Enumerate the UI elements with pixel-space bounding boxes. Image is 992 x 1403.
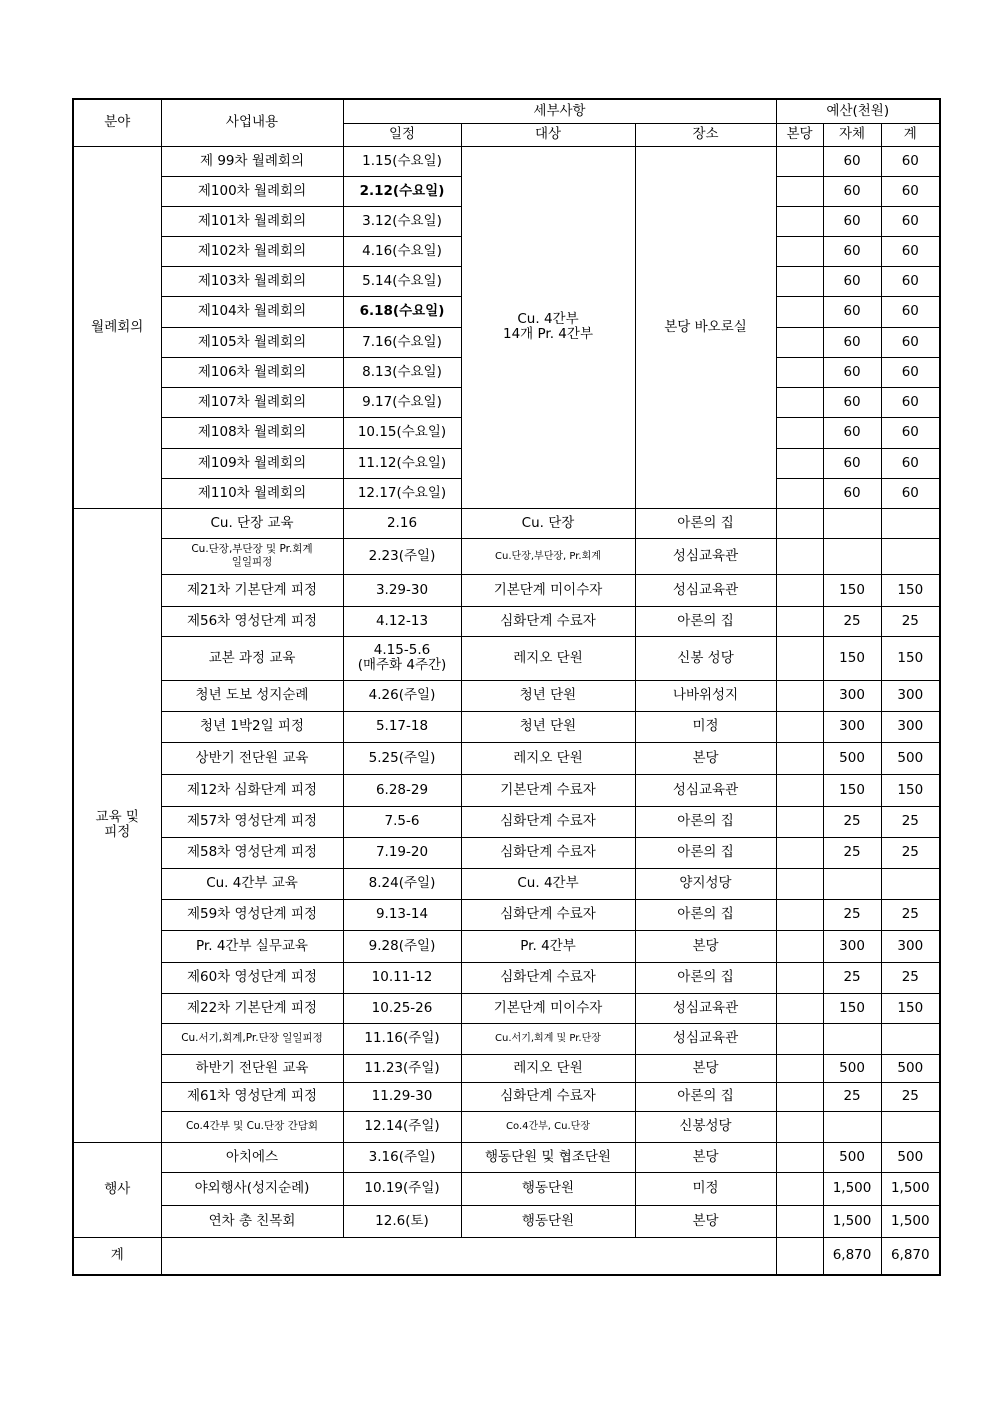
bondang-cell bbox=[776, 448, 823, 478]
sum-row bbox=[73, 1237, 940, 1275]
target-cell: 청년 단원 bbox=[461, 680, 635, 711]
total-cell: 500 bbox=[881, 742, 940, 774]
header-date: 일정 bbox=[343, 123, 461, 146]
content-cell bbox=[161, 538, 343, 574]
date-cell: 5.25(주일) bbox=[343, 742, 461, 774]
table-row bbox=[73, 680, 940, 711]
table-row bbox=[73, 574, 940, 606]
field-education-line1: 교육 및 bbox=[95, 809, 139, 825]
place-cell: 아론의 집 bbox=[635, 899, 776, 930]
total-cell: 60 bbox=[881, 266, 940, 296]
content-cell: 제109차 월례회의 bbox=[161, 448, 343, 478]
bondang-cell bbox=[776, 327, 823, 357]
content-cell: 연차 총 친목회 bbox=[161, 1205, 343, 1237]
self-cell: 60 bbox=[823, 146, 881, 176]
self-cell: 1,500 bbox=[823, 1172, 881, 1205]
bondang-cell bbox=[776, 1082, 823, 1111]
sum-blank bbox=[161, 1237, 776, 1275]
bondang-cell bbox=[776, 508, 823, 538]
table-row bbox=[73, 606, 940, 636]
table-row bbox=[73, 1142, 940, 1172]
date-cell: 3.16(주일) bbox=[343, 1142, 461, 1172]
target-cell: 기본단계 미이수자 bbox=[461, 993, 635, 1023]
date-cell: 4.12-13 bbox=[343, 606, 461, 636]
bondang-cell bbox=[776, 1205, 823, 1237]
date-cell: 2.23(주일) bbox=[343, 538, 461, 574]
target-cell: Co.4간부, Cu.단장 bbox=[461, 1111, 635, 1142]
date-cell: 10.19(주일) bbox=[343, 1172, 461, 1205]
bondang-cell bbox=[776, 146, 823, 176]
self-cell bbox=[823, 538, 881, 574]
place-cell: 아론의 집 bbox=[635, 606, 776, 636]
total-cell bbox=[881, 1023, 940, 1054]
table-row bbox=[73, 930, 940, 962]
total-cell: 60 bbox=[881, 357, 940, 387]
total-cell: 300 bbox=[881, 711, 940, 742]
total-cell: 1,500 bbox=[881, 1172, 940, 1205]
date-cell: 11.16(주일) bbox=[343, 1023, 461, 1054]
sum-label: 계 bbox=[73, 1237, 161, 1275]
target-cell: 심화단계 수료자 bbox=[461, 1082, 635, 1111]
total-cell: 60 bbox=[881, 176, 940, 206]
self-cell bbox=[823, 868, 881, 899]
target-cell: 심화단계 수료자 bbox=[461, 837, 635, 868]
total-cell: 25 bbox=[881, 606, 940, 636]
self-cell: 500 bbox=[823, 742, 881, 774]
total-cell: 60 bbox=[881, 417, 940, 448]
total-cell: 60 bbox=[881, 387, 940, 417]
bondang-cell bbox=[776, 1111, 823, 1142]
content-cell: 제107차 월례회의 bbox=[161, 387, 343, 417]
date-cell: 12.6(토) bbox=[343, 1205, 461, 1237]
total-cell: 500 bbox=[881, 1054, 940, 1082]
target-cell: Cu.서기,회계 및 Pr.단장 bbox=[461, 1023, 635, 1054]
target-cell: 기본단계 수료자 bbox=[461, 774, 635, 806]
date-cell: 12.17(수요일) bbox=[343, 478, 461, 508]
content-cell: 제102차 월례회의 bbox=[161, 236, 343, 266]
place-cell: 성심교육관 bbox=[635, 774, 776, 806]
table-row bbox=[73, 774, 940, 806]
total-cell: 60 bbox=[881, 146, 940, 176]
date-cell: 2.12(수요일) bbox=[343, 176, 461, 206]
bondang-cell bbox=[776, 993, 823, 1023]
place-cell: 아론의 집 bbox=[635, 962, 776, 993]
self-cell: 25 bbox=[823, 962, 881, 993]
self-cell: 500 bbox=[823, 1142, 881, 1172]
content-cell: 제104차 월례회의 bbox=[161, 296, 343, 327]
date-cell: 7.16(수요일) bbox=[343, 327, 461, 357]
place-cell: 본당 bbox=[635, 930, 776, 962]
events-section bbox=[73, 1142, 940, 1237]
bondang-cell bbox=[776, 1172, 823, 1205]
content-cell: 제100차 월례회의 bbox=[161, 176, 343, 206]
content-cell: Cu. 단장 교육 bbox=[161, 508, 343, 538]
table-row bbox=[73, 1054, 940, 1082]
self-cell: 60 bbox=[823, 296, 881, 327]
self-cell bbox=[823, 1023, 881, 1054]
content-cell: 야외행사(성지순례) bbox=[161, 1172, 343, 1205]
total-cell: 60 bbox=[881, 448, 940, 478]
target-cell: Cu. 단장 bbox=[461, 508, 635, 538]
bondang-cell bbox=[776, 296, 823, 327]
target-cell: 행동단원 및 협조단원 bbox=[461, 1142, 635, 1172]
total-cell: 500 bbox=[881, 1142, 940, 1172]
bondang-cell bbox=[776, 899, 823, 930]
bondang-cell bbox=[776, 1142, 823, 1172]
self-cell: 25 bbox=[823, 837, 881, 868]
date-cell: 11.23(주일) bbox=[343, 1054, 461, 1082]
self-cell: 25 bbox=[823, 1082, 881, 1111]
target-cell: Cu.단장,부단장, Pr.회계 bbox=[461, 538, 635, 574]
table-row bbox=[73, 837, 940, 868]
total-cell: 150 bbox=[881, 993, 940, 1023]
bondang-cell bbox=[776, 930, 823, 962]
self-cell: 300 bbox=[823, 711, 881, 742]
target-cell: 레지오 단원 bbox=[461, 742, 635, 774]
content-cell: 제106차 월례회의 bbox=[161, 357, 343, 387]
self-cell: 25 bbox=[823, 806, 881, 837]
place-cell: 미정 bbox=[635, 1172, 776, 1205]
target-cell: Cu. 4간부 bbox=[461, 868, 635, 899]
content-cell: 하반기 전단원 교육 bbox=[161, 1054, 343, 1082]
target-cell: 레지오 단원 bbox=[461, 1054, 635, 1082]
date-cell: 9.13-14 bbox=[343, 899, 461, 930]
target-cell: 행동단원 bbox=[461, 1205, 635, 1237]
table-row bbox=[73, 806, 940, 837]
total-cell: 60 bbox=[881, 296, 940, 327]
self-cell: 60 bbox=[823, 266, 881, 296]
total-cell: 60 bbox=[881, 236, 940, 266]
total-cell: 60 bbox=[881, 327, 940, 357]
content-cell: 제61차 영성단계 피정 bbox=[161, 1082, 343, 1111]
bondang-cell bbox=[776, 837, 823, 868]
self-cell: 150 bbox=[823, 636, 881, 680]
date-cell: 3.12(수요일) bbox=[343, 206, 461, 236]
content-cell: 제60차 영성단계 피정 bbox=[161, 962, 343, 993]
bondang-cell bbox=[776, 774, 823, 806]
bondang-cell bbox=[776, 806, 823, 837]
date-cell: 6.28-29 bbox=[343, 774, 461, 806]
date-cell: 5.14(수요일) bbox=[343, 266, 461, 296]
bondang-cell bbox=[776, 711, 823, 742]
bondang-cell bbox=[776, 680, 823, 711]
bondang-cell bbox=[776, 236, 823, 266]
total-cell bbox=[881, 1111, 940, 1142]
monthly-place: 본당 바오로실 bbox=[635, 146, 776, 508]
target-cell: 심화단계 수료자 bbox=[461, 806, 635, 837]
self-cell: 60 bbox=[823, 387, 881, 417]
date-cell: 10.25-26 bbox=[343, 993, 461, 1023]
self-cell: 500 bbox=[823, 1054, 881, 1082]
content-cell-line1: Cu.단장,부단장 및 Pr.회계 bbox=[191, 543, 313, 555]
target-cell: 기본단계 미이수자 bbox=[461, 574, 635, 606]
date-cell bbox=[343, 636, 461, 680]
place-cell: 성심교육관 bbox=[635, 574, 776, 606]
content-cell: 제59차 영성단계 피정 bbox=[161, 899, 343, 930]
total-cell: 25 bbox=[881, 837, 940, 868]
date-cell: 5.17-18 bbox=[343, 711, 461, 742]
date-cell: 11.12(수요일) bbox=[343, 448, 461, 478]
table-row bbox=[73, 1205, 940, 1237]
content-cell: 아치에스 bbox=[161, 1142, 343, 1172]
total-cell: 60 bbox=[881, 478, 940, 508]
table-row bbox=[73, 1111, 940, 1142]
place-cell: 성심교육관 bbox=[635, 538, 776, 574]
table-row bbox=[73, 146, 940, 176]
date-cell: 9.28(주일) bbox=[343, 930, 461, 962]
place-cell: 성심교육관 bbox=[635, 993, 776, 1023]
total-cell: 150 bbox=[881, 574, 940, 606]
date-cell: 4.26(주일) bbox=[343, 680, 461, 711]
bondang-cell bbox=[776, 636, 823, 680]
self-cell: 60 bbox=[823, 236, 881, 266]
header-field: 분야 bbox=[73, 99, 161, 146]
self-cell: 150 bbox=[823, 993, 881, 1023]
bondang-cell bbox=[776, 387, 823, 417]
target-cell: 행동단원 bbox=[461, 1172, 635, 1205]
target-cell: Pr. 4간부 bbox=[461, 930, 635, 962]
place-cell: 본당 bbox=[635, 1142, 776, 1172]
self-cell: 60 bbox=[823, 448, 881, 478]
table-row bbox=[73, 868, 940, 899]
content-cell: 제21차 기본단계 피정 bbox=[161, 574, 343, 606]
self-cell: 150 bbox=[823, 574, 881, 606]
content-cell: Pr. 4간부 실무교육 bbox=[161, 930, 343, 962]
self-cell: 25 bbox=[823, 606, 881, 636]
place-cell: 아론의 집 bbox=[635, 508, 776, 538]
bondang-cell bbox=[776, 868, 823, 899]
target-cell: 심화단계 수료자 bbox=[461, 899, 635, 930]
date-cell: 9.17(수요일) bbox=[343, 387, 461, 417]
table-row bbox=[73, 1023, 940, 1054]
total-cell bbox=[881, 538, 940, 574]
total-cell: 300 bbox=[881, 930, 940, 962]
header-details: 세부사항 bbox=[343, 99, 776, 123]
content-cell-line2: 일일피정 bbox=[231, 556, 273, 568]
total-cell: 150 bbox=[881, 636, 940, 680]
self-cell bbox=[823, 1111, 881, 1142]
monthly-target-line2: 14개 Pr. 4간부 bbox=[503, 326, 593, 342]
field-monthly: 월례회의 bbox=[73, 146, 161, 508]
monthly-target bbox=[461, 146, 635, 508]
date-cell: 6.18(수요일) bbox=[343, 296, 461, 327]
date-cell: 8.13(수요일) bbox=[343, 357, 461, 387]
header-self: 자체 bbox=[823, 123, 881, 146]
header-total: 계 bbox=[881, 123, 940, 146]
content-cell: Co.4간부 및 Cu.단장 간담회 bbox=[161, 1111, 343, 1142]
date-cell-line1: 4.15-5.6 bbox=[373, 642, 431, 658]
content-cell: 제56차 영성단계 피정 bbox=[161, 606, 343, 636]
content-cell: 청년 1박2일 피정 bbox=[161, 711, 343, 742]
self-cell: 25 bbox=[823, 899, 881, 930]
header-budget: 예산(천원) bbox=[776, 99, 940, 123]
self-cell: 300 bbox=[823, 680, 881, 711]
place-cell: 본당 bbox=[635, 742, 776, 774]
table-row bbox=[73, 711, 940, 742]
content-cell: 제103차 월례회의 bbox=[161, 266, 343, 296]
date-cell-line2: (매주화 4주간) bbox=[357, 657, 447, 673]
annual-plan-table bbox=[72, 98, 941, 1276]
monthly-section bbox=[73, 146, 940, 508]
date-cell: 10.11-12 bbox=[343, 962, 461, 993]
self-cell: 60 bbox=[823, 357, 881, 387]
bondang-cell bbox=[776, 1054, 823, 1082]
date-cell: 3.29-30 bbox=[343, 574, 461, 606]
field-events: 행사 bbox=[73, 1142, 161, 1237]
content-cell: 제12차 심화단계 피정 bbox=[161, 774, 343, 806]
header-row-1 bbox=[73, 99, 940, 123]
target-cell: 심화단계 수료자 bbox=[461, 962, 635, 993]
header-target: 대상 bbox=[461, 123, 635, 146]
total-cell: 60 bbox=[881, 206, 940, 236]
table-row bbox=[73, 538, 940, 574]
place-cell: 미정 bbox=[635, 711, 776, 742]
header-content: 사업내용 bbox=[161, 99, 343, 146]
date-cell: 7.5-6 bbox=[343, 806, 461, 837]
bondang-cell bbox=[776, 417, 823, 448]
bondang-cell bbox=[776, 357, 823, 387]
content-cell: 제105차 월례회의 bbox=[161, 327, 343, 357]
self-cell: 60 bbox=[823, 327, 881, 357]
field-education-line2: 피정 bbox=[104, 824, 131, 840]
bondang-cell bbox=[776, 606, 823, 636]
content-cell: 교본 과정 교육 bbox=[161, 636, 343, 680]
self-cell bbox=[823, 508, 881, 538]
bondang-cell bbox=[776, 1023, 823, 1054]
total-cell: 1,500 bbox=[881, 1205, 940, 1237]
total-cell: 25 bbox=[881, 1082, 940, 1111]
target-cell: 심화단계 수료자 bbox=[461, 606, 635, 636]
place-cell: 양지성당 bbox=[635, 868, 776, 899]
content-cell: 제110차 월례회의 bbox=[161, 478, 343, 508]
bondang-cell bbox=[776, 574, 823, 606]
self-cell: 60 bbox=[823, 478, 881, 508]
target-cell: 레지오 단원 bbox=[461, 636, 635, 680]
header-place: 장소 bbox=[635, 123, 776, 146]
bondang-cell bbox=[776, 266, 823, 296]
bondang-cell bbox=[776, 962, 823, 993]
education-section bbox=[73, 508, 940, 1142]
table-row bbox=[73, 1082, 940, 1111]
date-cell: 10.15(수요일) bbox=[343, 417, 461, 448]
content-cell: Cu. 4간부 교육 bbox=[161, 868, 343, 899]
target-cell: 청년 단원 bbox=[461, 711, 635, 742]
place-cell: 아론의 집 bbox=[635, 837, 776, 868]
place-cell: 신봉 성당 bbox=[635, 636, 776, 680]
total-cell: 25 bbox=[881, 899, 940, 930]
content-cell: 제 99차 월례회의 bbox=[161, 146, 343, 176]
total-cell: 300 bbox=[881, 680, 940, 711]
date-cell: 12.14(주일) bbox=[343, 1111, 461, 1142]
self-cell: 1,500 bbox=[823, 1205, 881, 1237]
table-row bbox=[73, 899, 940, 930]
place-cell: 아론의 집 bbox=[635, 806, 776, 837]
content-cell: Cu.서기,회계,Pr.단장 일일피정 bbox=[161, 1023, 343, 1054]
content-cell: 청년 도보 성지순례 bbox=[161, 680, 343, 711]
self-cell: 60 bbox=[823, 206, 881, 236]
place-cell: 성심교육관 bbox=[635, 1023, 776, 1054]
place-cell: 본당 bbox=[635, 1205, 776, 1237]
place-cell: 나바위성지 bbox=[635, 680, 776, 711]
content-cell: 제101차 월례회의 bbox=[161, 206, 343, 236]
table-row bbox=[73, 508, 940, 538]
content-cell: 제22차 기본단계 피정 bbox=[161, 993, 343, 1023]
self-cell: 300 bbox=[823, 930, 881, 962]
total-cell: 25 bbox=[881, 962, 940, 993]
content-cell: 제108차 월례회의 bbox=[161, 417, 343, 448]
bondang-cell bbox=[776, 206, 823, 236]
total-cell bbox=[881, 868, 940, 899]
table-row bbox=[73, 636, 940, 680]
table-row bbox=[73, 993, 940, 1023]
date-cell: 2.16 bbox=[343, 508, 461, 538]
bondang-cell bbox=[776, 742, 823, 774]
bondang-cell bbox=[776, 176, 823, 206]
date-cell: 4.16(수요일) bbox=[343, 236, 461, 266]
total-cell: 25 bbox=[881, 806, 940, 837]
self-cell: 60 bbox=[823, 417, 881, 448]
monthly-target-line1: Cu. 4간부 bbox=[517, 311, 579, 327]
sum-bondang bbox=[776, 1237, 823, 1275]
total-cell: 150 bbox=[881, 774, 940, 806]
content-cell: 제57차 영성단계 피정 bbox=[161, 806, 343, 837]
sum-total: 6,870 bbox=[881, 1237, 940, 1275]
place-cell: 본당 bbox=[635, 1054, 776, 1082]
content-cell: 상반기 전단원 교육 bbox=[161, 742, 343, 774]
self-cell: 60 bbox=[823, 176, 881, 206]
date-cell: 7.19-20 bbox=[343, 837, 461, 868]
place-cell: 아론의 집 bbox=[635, 1082, 776, 1111]
content-cell: 제58차 영성단계 피정 bbox=[161, 837, 343, 868]
date-cell: 11.29-30 bbox=[343, 1082, 461, 1111]
date-cell: 8.24(주일) bbox=[343, 868, 461, 899]
table-row bbox=[73, 742, 940, 774]
field-education bbox=[73, 508, 161, 1142]
total-cell bbox=[881, 508, 940, 538]
self-cell: 150 bbox=[823, 774, 881, 806]
place-cell: 신봉성당 bbox=[635, 1111, 776, 1142]
table-row bbox=[73, 962, 940, 993]
sum-self: 6,870 bbox=[823, 1237, 881, 1275]
header-bondang: 본당 bbox=[776, 123, 823, 146]
bondang-cell bbox=[776, 478, 823, 508]
bondang-cell bbox=[776, 538, 823, 574]
date-cell: 1.15(수요일) bbox=[343, 146, 461, 176]
table-row bbox=[73, 1172, 940, 1205]
